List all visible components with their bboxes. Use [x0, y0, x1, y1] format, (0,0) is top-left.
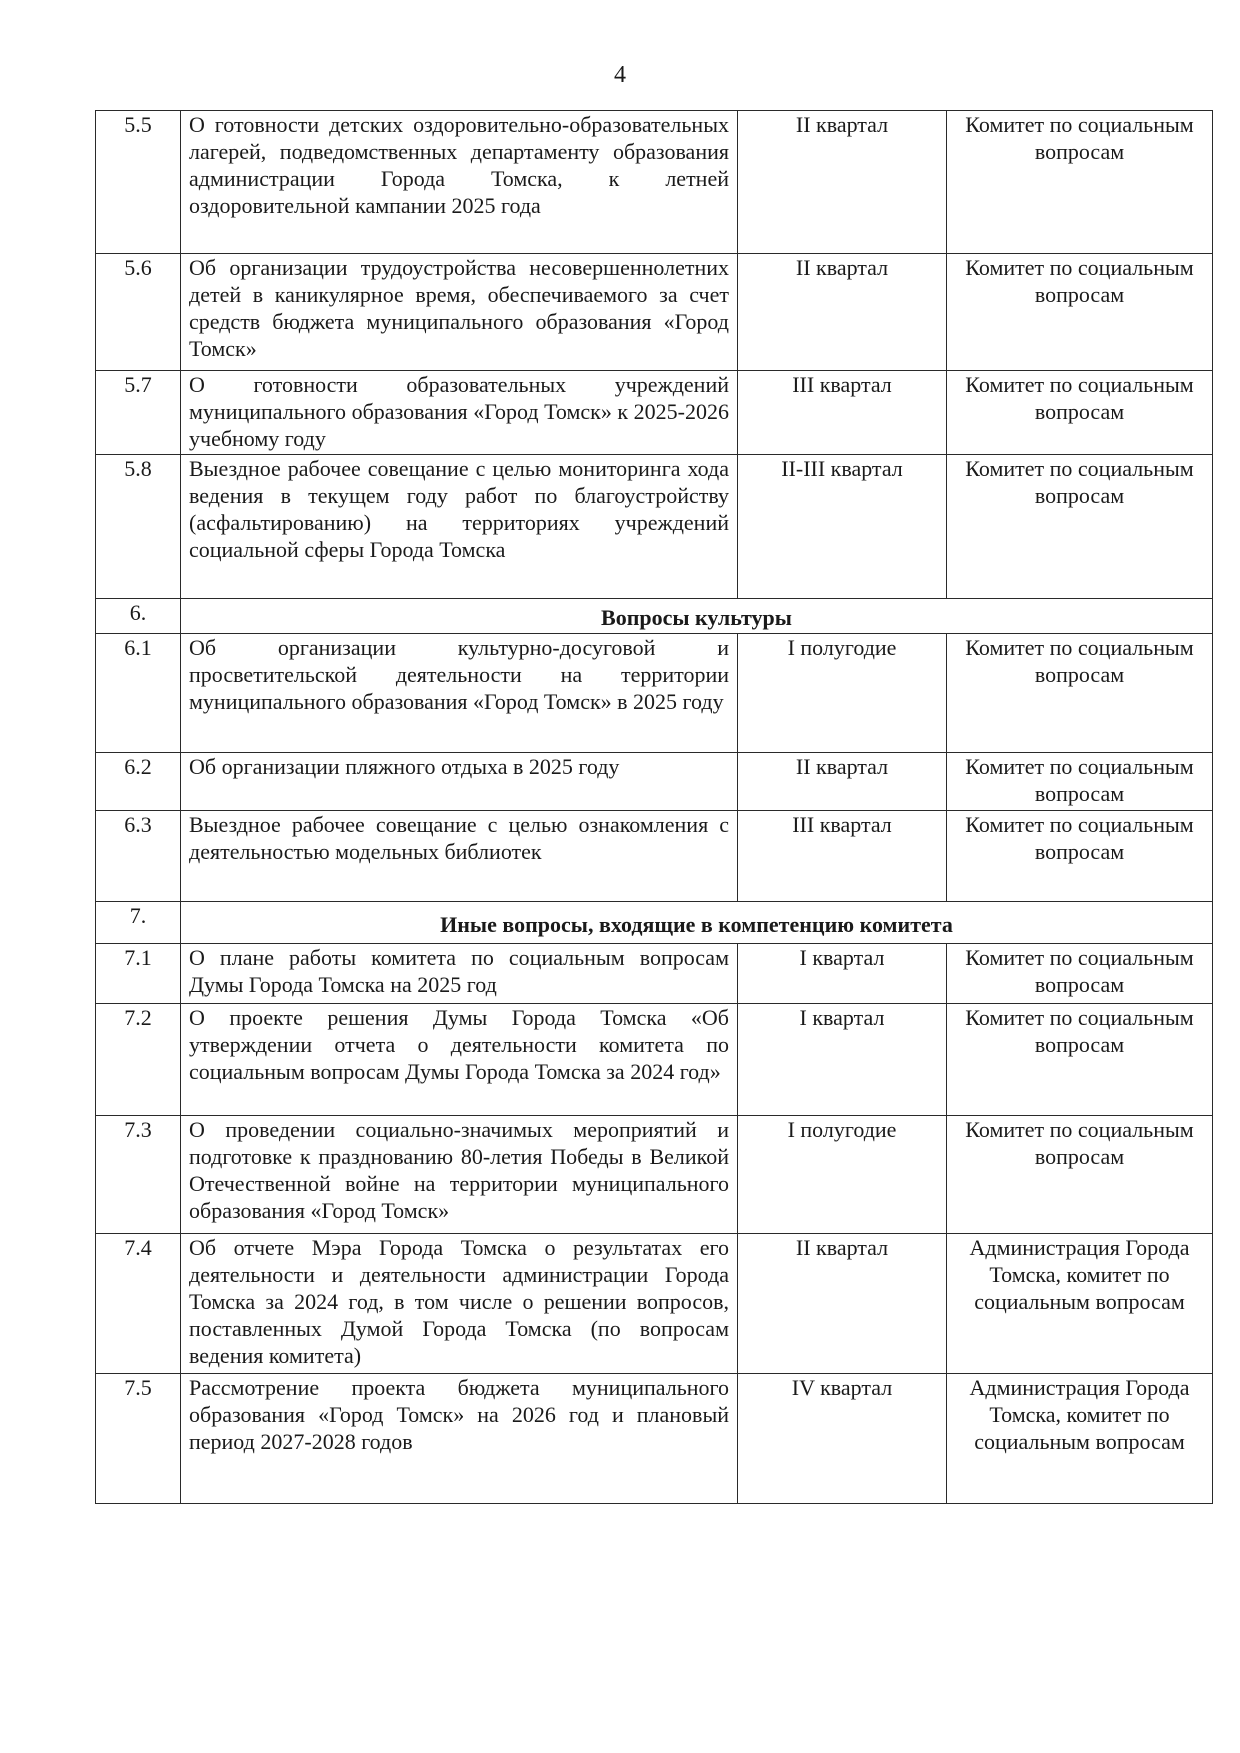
table-row: [96, 1004, 1213, 1116]
table-row: [96, 1116, 1213, 1234]
table-row: [96, 753, 1213, 811]
item-description: О проведении социально-значимых мероприятий и подготовке к празднованию 80-летия Победы в Великой Отечественной войне на территории муниципального образования «Город Томск»: [181, 1116, 738, 1234]
table-row: [96, 111, 1213, 254]
item-period: I полугодие: [738, 1116, 947, 1234]
item-description: О проекте решения Думы Города Томска «Об утверждении отчета о деятельности комитета по социальным вопросам Думы Города Томска за 2024 год»: [181, 1004, 738, 1116]
item-period: II-III квартал: [738, 455, 947, 599]
item-responsible: Комитет по социальным вопросам: [947, 111, 1213, 254]
item-period: III квартал: [738, 371, 947, 455]
item-number: 5.5: [96, 111, 181, 254]
item-description: Выездное рабочее совещание с целью ознакомления с деятельностью модельных библиотек: [181, 811, 738, 902]
item-responsible: Комитет по социальным вопросам: [947, 1004, 1213, 1116]
item-period: II квартал: [738, 111, 947, 254]
item-period: II квартал: [738, 1234, 947, 1374]
section-title: Иные вопросы, входящие в компетенцию комитета: [181, 902, 1213, 944]
table-row: [96, 254, 1213, 371]
item-description: Об организации культурно-досуговой и просветительской деятельности на территории муниципального образования «Город Томск» в 2025 году: [181, 634, 738, 753]
item-responsible: Комитет по социальным вопросам: [947, 371, 1213, 455]
item-number: 6.1: [96, 634, 181, 753]
section-number: 7.: [96, 902, 181, 944]
item-number: 7.5: [96, 1374, 181, 1504]
item-responsible: Комитет по социальным вопросам: [947, 944, 1213, 1004]
section-number: 6.: [96, 599, 181, 634]
table-row: [96, 634, 1213, 753]
item-description: Об организации трудоустройства несовершеннолетних детей в каникулярное время, обеспечиваемого за счет средств бюджета муниципального образования «Город Томск»: [181, 254, 738, 371]
table-row: [96, 944, 1213, 1004]
item-period: IV квартал: [738, 1374, 947, 1504]
item-period: II квартал: [738, 254, 947, 371]
item-number: 5.6: [96, 254, 181, 371]
item-description: О плане работы комитета по социальным вопросам Думы Города Томска на 2025 год: [181, 944, 738, 1004]
item-number: 7.1: [96, 944, 181, 1004]
item-responsible: Комитет по социальным вопросам: [947, 455, 1213, 599]
item-description: О готовности образовательных учреждений муниципального образования «Город Томск» к 2025-2026 учебному году: [181, 371, 738, 455]
section-row: [96, 902, 1213, 944]
item-description: Рассмотрение проекта бюджета муниципального образования «Город Томск» на 2026 год и плановый период 2027-2028 годов: [181, 1374, 738, 1504]
item-number: 6.2: [96, 753, 181, 811]
item-number: 5.7: [96, 371, 181, 455]
item-responsible: Администрация Города Томска, комитет по социальным вопросам: [947, 1374, 1213, 1504]
work-plan-table: [95, 110, 1213, 1504]
item-period: I квартал: [738, 1004, 947, 1116]
table-row: [96, 811, 1213, 902]
item-description: Выездное рабочее совещание с целью мониторинга хода ведения в текущем году работ по благоустройству (асфальтированию) на территориях учреждений социальной сферы Города Томска: [181, 455, 738, 599]
item-number: 5.8: [96, 455, 181, 599]
item-description: Об организации пляжного отдыха в 2025 году: [181, 753, 738, 811]
item-responsible: Комитет по социальным вопросам: [947, 811, 1213, 902]
item-number: 7.2: [96, 1004, 181, 1116]
table-row: [96, 371, 1213, 455]
item-period: II квартал: [738, 753, 947, 811]
item-responsible: Комитет по социальным вопросам: [947, 753, 1213, 811]
table-row: [96, 455, 1213, 599]
item-number: 7.4: [96, 1234, 181, 1374]
item-period: I квартал: [738, 944, 947, 1004]
item-responsible: Комитет по социальным вопросам: [947, 1116, 1213, 1234]
table-row: [96, 1234, 1213, 1374]
item-number: 6.3: [96, 811, 181, 902]
section-row: [96, 599, 1213, 634]
item-responsible: Комитет по социальным вопросам: [947, 634, 1213, 753]
item-number: 7.3: [96, 1116, 181, 1234]
item-responsible: Администрация Города Томска, комитет по социальным вопросам: [947, 1234, 1213, 1374]
item-period: III квартал: [738, 811, 947, 902]
item-description: О готовности детских оздоровительно-образовательных лагерей, подведомственных департаменту образования администрации Города Томска, к летней оздоровительной кампании 2025 года: [181, 111, 738, 254]
item-period: I полугодие: [738, 634, 947, 753]
section-title: Вопросы культуры: [181, 599, 1213, 634]
item-description: Об отчете Мэра Города Томска о результатах его деятельности и деятельности администрации Города Томска за 2024 год, в том числе о решении вопросов, поставленных Думой Города Томска (по вопросам ведения комитета): [181, 1234, 738, 1374]
item-responsible: Комитет по социальным вопросам: [947, 254, 1213, 371]
table-row: [96, 1374, 1213, 1504]
page-number: 4: [614, 62, 626, 88]
